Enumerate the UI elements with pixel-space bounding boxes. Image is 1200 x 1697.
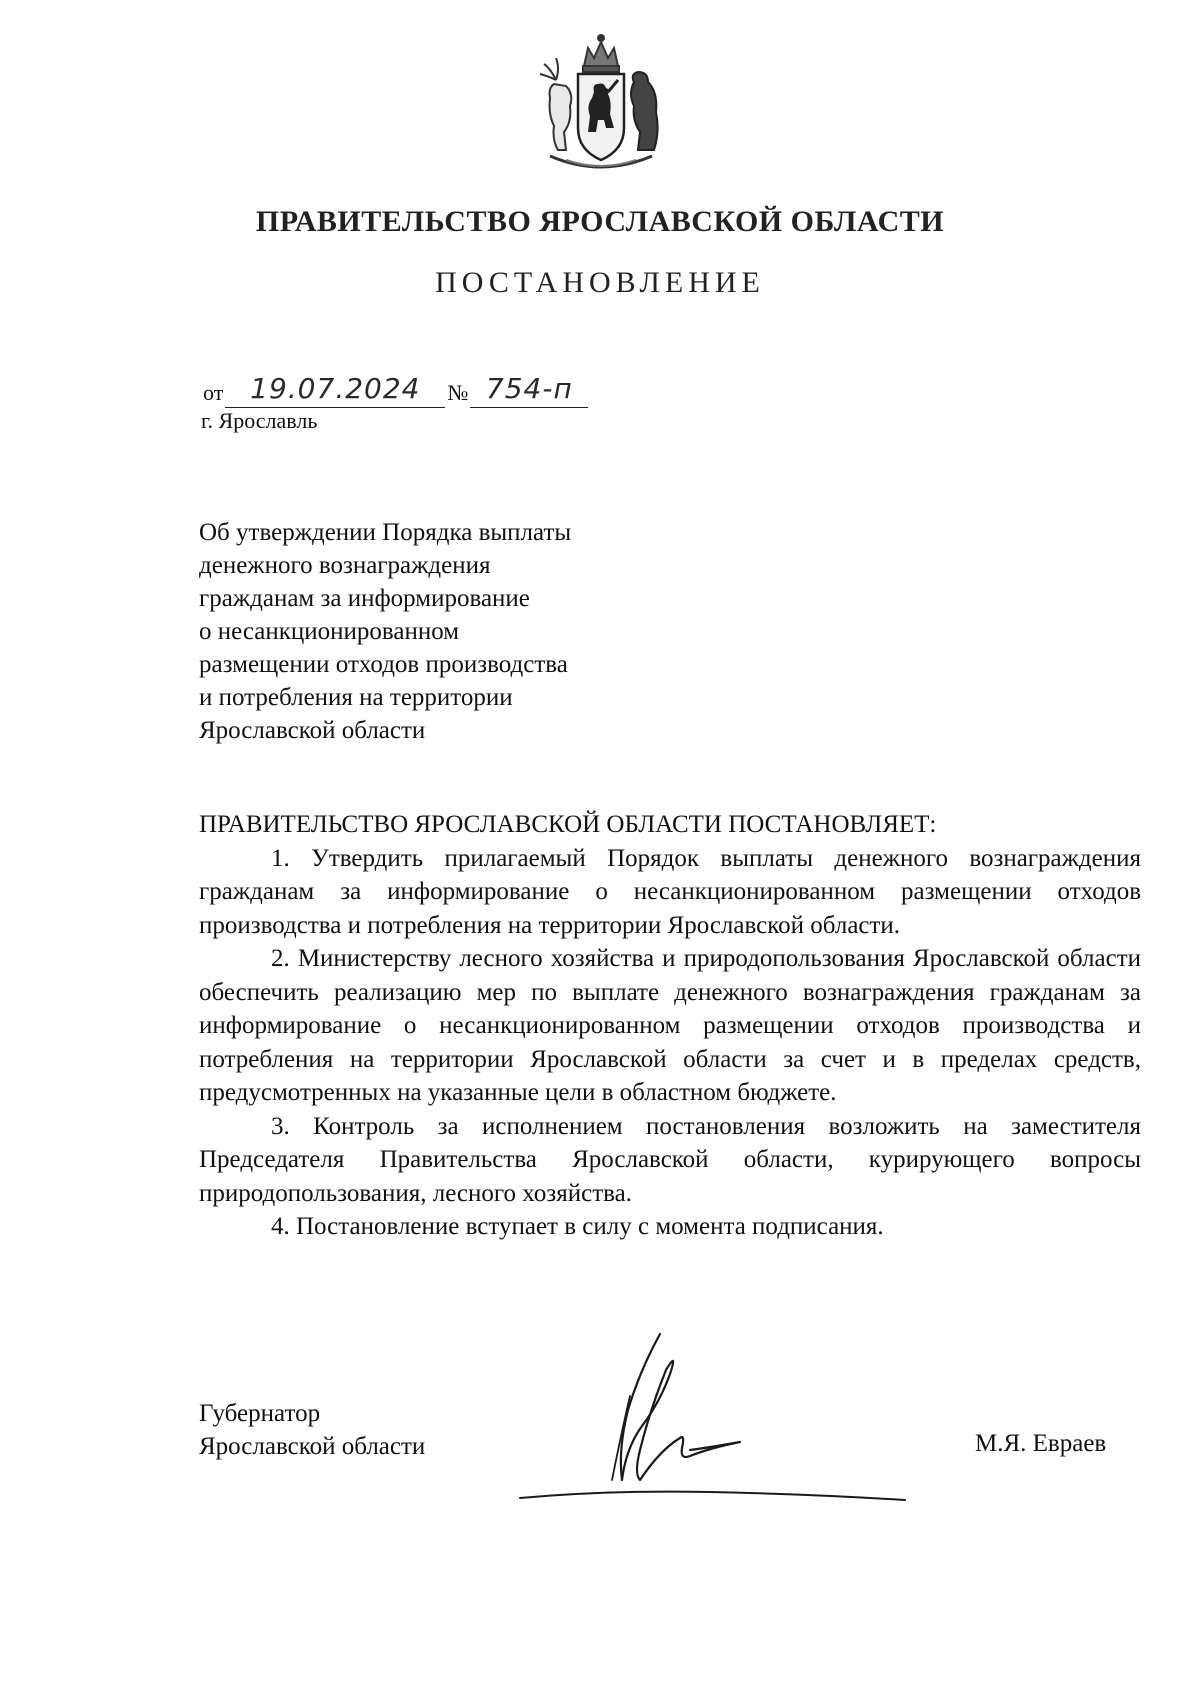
signer-position-line: Губернатор	[199, 1400, 321, 1427]
document-type: ПОСТАНОВЛЕНИЕ	[435, 266, 765, 299]
yaroslavl-coat-of-arms-icon	[526, 28, 676, 178]
subject-line: Об утверждении Порядка выплаты	[199, 519, 572, 546]
signer-position	[199, 1397, 425, 1463]
number-prefix: №	[447, 380, 469, 405]
organization-title: ПРАВИТЕЛЬСТВО ЯРОСЛАВСКОЙ ОБЛАСТИ	[255, 205, 945, 238]
resolution-item-2: 2. Министерству лесного хозяйства и природопользования Ярославской области обеспечить реализацию мер по выплате денежного вознаграждения гражданам за информирование о несанкционированном размещении отходов производства и потребления на территории Ярославской области за счет и в пределах средств, предусмотренных на указанные цели в областном бюджете.	[199, 945, 1141, 1106]
resolution-item-1: 1. Утвердить прилагаемый Порядок выплаты денежного вознаграждения гражданам за информирование о несанкционированном размещении отходов производства и потребления на территории Ярославской области.	[199, 844, 1141, 939]
resolution-intro: ПРАВИТЕЛЬСТВО ЯРОСЛАВСКОЙ ОБЛАСТИ ПОСТАНОВЛЯЕТ:	[199, 811, 937, 838]
document-subject	[199, 516, 679, 747]
subject-line: Ярославской области	[199, 717, 426, 744]
subject-line: и потребления на территории	[199, 684, 513, 711]
registration-date: 19.07.2024	[250, 372, 421, 405]
handwritten-signature-icon	[510, 1330, 920, 1520]
subject-line: гражданам за информирование	[199, 585, 530, 612]
resolution-item-3: 3. Контроль за исполнением постановления возложить на заместителя Председателя Правительства Ярославской области, курирующего вопросы природопользования, лесного хозяйства.	[199, 1112, 1141, 1207]
signer-position-line: Ярославской области	[199, 1433, 426, 1460]
subject-line: о несанкционированном	[199, 618, 460, 645]
subject-line: размещении отходов производства	[199, 651, 568, 678]
resolution-item-4: 4. Постановление вступает в силу с момента подписания.	[271, 1213, 884, 1240]
date-field	[225, 369, 445, 408]
registration-number: 754-п	[485, 372, 573, 405]
city: г. Ярославль	[201, 408, 318, 433]
subject-line: денежного вознаграждения	[199, 552, 491, 579]
number-field	[470, 369, 588, 408]
registration-line	[201, 368, 588, 408]
date-prefix: от	[203, 380, 224, 405]
resolution-body	[199, 808, 1141, 1244]
signer-name: М.Я. Евраев	[975, 1430, 1107, 1457]
